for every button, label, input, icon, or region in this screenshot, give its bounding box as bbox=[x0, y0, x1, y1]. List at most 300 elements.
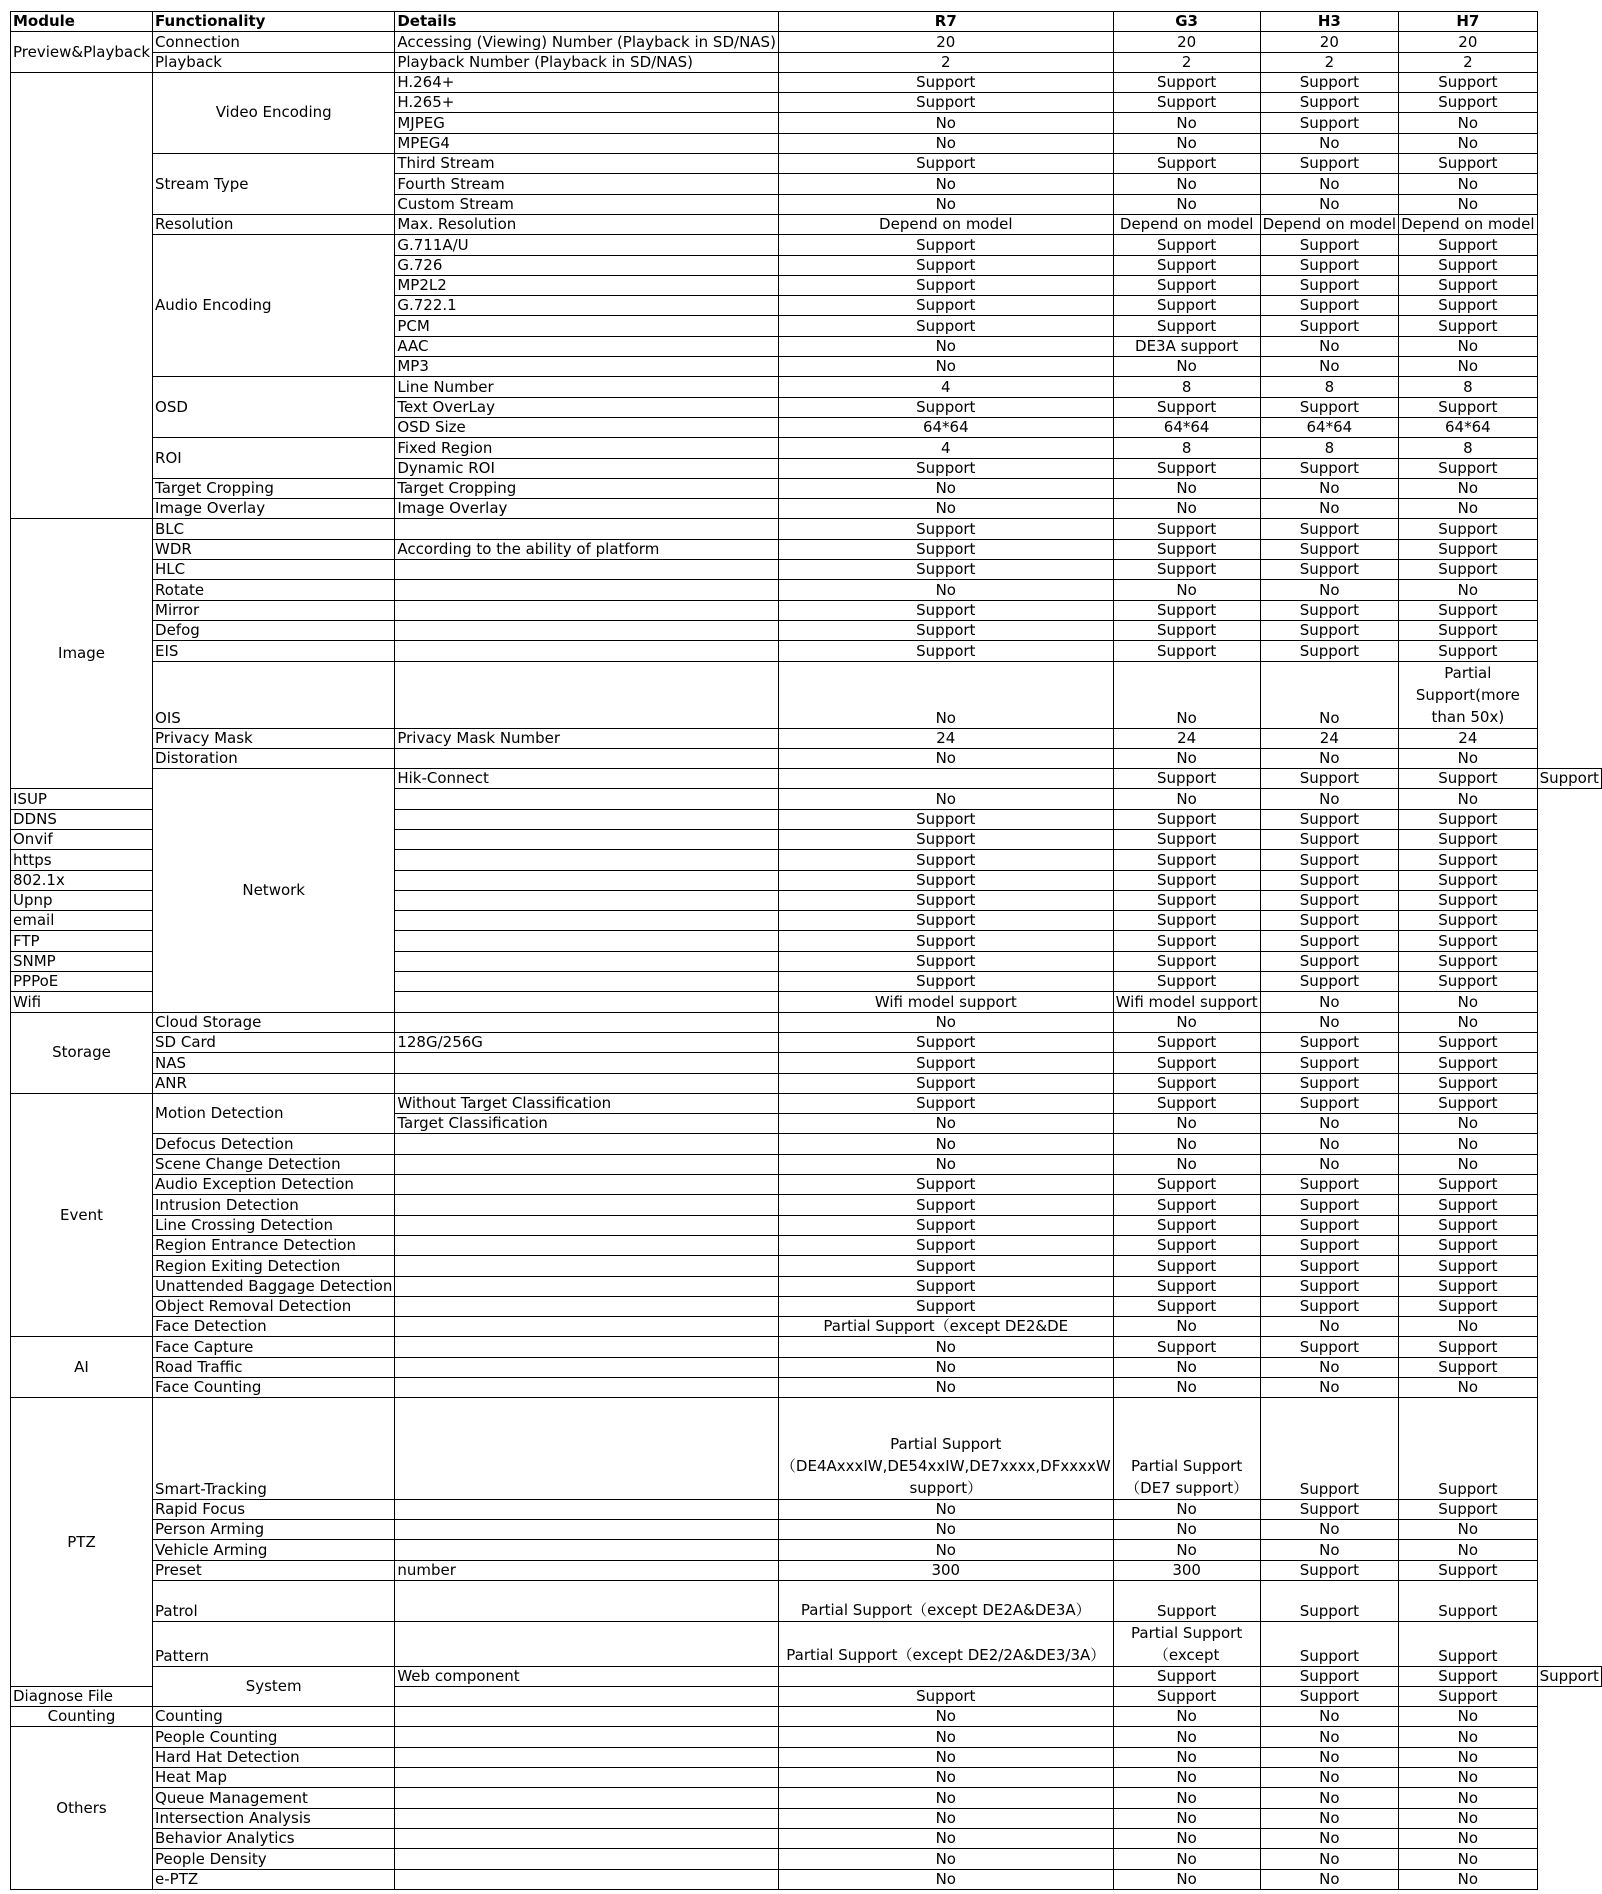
h3-cell: Support bbox=[1260, 316, 1398, 336]
r7-cell: Partial Support（except DE2A&DE3A） bbox=[778, 1580, 1113, 1621]
functionality-cell: ANR bbox=[153, 1073, 395, 1093]
details-cell bbox=[395, 600, 779, 620]
details-cell bbox=[395, 748, 779, 768]
h3-cell: Support bbox=[1260, 255, 1398, 275]
h3-cell: No bbox=[1260, 1378, 1398, 1398]
details-cell bbox=[395, 580, 779, 600]
g3-cell: Support bbox=[1113, 255, 1260, 275]
g3-cell: Support bbox=[1113, 1296, 1260, 1316]
h3-cell: Support bbox=[1260, 911, 1398, 931]
table-row bbox=[11, 52, 1602, 72]
h7-cell: No bbox=[1399, 992, 1537, 1012]
module-cell: Others bbox=[11, 1727, 153, 1889]
header-h3: H3 bbox=[1260, 12, 1398, 32]
functionality-cell: Unattended Baggage Detection bbox=[153, 1276, 395, 1296]
table-row bbox=[11, 1849, 1602, 1869]
h7-cell: No bbox=[1399, 789, 1537, 809]
details-cell bbox=[395, 1276, 779, 1296]
g3-cell: No bbox=[1113, 113, 1260, 133]
g3-cell: Support bbox=[1113, 519, 1260, 539]
details-cell bbox=[395, 1621, 779, 1666]
r7-cell: No bbox=[778, 1337, 1113, 1357]
header-module: Module bbox=[11, 12, 153, 32]
details-cell: Fourth Stream bbox=[395, 174, 779, 194]
functionality-cell: 802.1x bbox=[11, 870, 153, 890]
g3-cell: No bbox=[1113, 1849, 1260, 1869]
g3-cell: Support bbox=[1113, 458, 1260, 478]
functionality-cell: Mirror bbox=[153, 600, 395, 620]
details-cell bbox=[395, 1134, 779, 1154]
details-cell bbox=[395, 1053, 779, 1073]
h3-cell: Support bbox=[1399, 769, 1537, 789]
h7-cell: No bbox=[1399, 1317, 1537, 1337]
r7-cell: No bbox=[778, 499, 1113, 519]
functionality-cell: Object Removal Detection bbox=[153, 1296, 395, 1316]
h3-cell: Support bbox=[1260, 829, 1398, 849]
h7-cell: No bbox=[1399, 357, 1537, 377]
h7-cell: No bbox=[1399, 1154, 1537, 1174]
details-cell bbox=[395, 911, 779, 931]
details-cell bbox=[395, 1540, 779, 1560]
functionality-cell: Face Detection bbox=[153, 1317, 395, 1337]
h3-cell: No bbox=[1260, 478, 1398, 498]
functionality-cell: Diagnose File bbox=[11, 1686, 153, 1706]
functionality-cell: Person Arming bbox=[153, 1520, 395, 1540]
r7-cell: No bbox=[778, 1012, 1113, 1032]
feature-comparison-table bbox=[10, 11, 1602, 1890]
r7-cell: No bbox=[778, 1540, 1113, 1560]
g3-cell: Support bbox=[1113, 1215, 1260, 1235]
r7-cell: Support bbox=[778, 1175, 1113, 1195]
functionality-cell: e-PTZ bbox=[153, 1869, 395, 1889]
g3-cell: No bbox=[1113, 748, 1260, 768]
h3-cell: No bbox=[1260, 1154, 1398, 1174]
h3-cell: Support bbox=[1260, 1073, 1398, 1093]
g3-cell: No bbox=[1113, 789, 1260, 809]
r7-cell: Support bbox=[778, 850, 1113, 870]
table-row bbox=[11, 1317, 1602, 1337]
h7-cell: Support bbox=[1399, 72, 1537, 92]
r7-cell: Support bbox=[778, 641, 1113, 661]
h3-cell: No bbox=[1260, 1808, 1398, 1828]
details-cell bbox=[395, 1808, 779, 1828]
functionality-cell: ISUP bbox=[11, 789, 153, 809]
module-cell bbox=[11, 72, 153, 519]
functionality-cell: Rapid Focus bbox=[153, 1499, 395, 1519]
functionality-cell: Intersection Analysis bbox=[153, 1808, 395, 1828]
table-row bbox=[11, 1215, 1602, 1235]
details-cell: Accessing (Viewing) Number (Playback in SD/NAS) bbox=[395, 32, 779, 52]
details-cell: H.265+ bbox=[395, 93, 779, 113]
functionality-cell: Line Crossing Detection bbox=[153, 1215, 395, 1235]
h3-cell: Support bbox=[1260, 972, 1398, 992]
h7-cell: No bbox=[1399, 580, 1537, 600]
r7-cell: Support bbox=[778, 519, 1113, 539]
g3-cell: Support bbox=[1113, 1580, 1260, 1621]
g3-cell: Support bbox=[1113, 539, 1260, 559]
g3-cell: Support bbox=[1113, 316, 1260, 336]
r7-cell: Support bbox=[778, 1073, 1113, 1093]
h7-cell: No bbox=[1399, 1540, 1537, 1560]
r7-cell: No bbox=[778, 580, 1113, 600]
g3-cell: No bbox=[1113, 194, 1260, 214]
g3-cell: Support bbox=[1113, 1235, 1260, 1255]
r7-cell: Support bbox=[778, 458, 1113, 478]
r7-cell: 64*64 bbox=[778, 417, 1113, 437]
details-cell bbox=[395, 1337, 779, 1357]
g3-cell: Support bbox=[1113, 1053, 1260, 1073]
g3-cell: No bbox=[1113, 1747, 1260, 1767]
table-row bbox=[11, 377, 1602, 397]
table-row bbox=[11, 1788, 1602, 1808]
functionality-cell: Vehicle Arming bbox=[153, 1540, 395, 1560]
table-row bbox=[11, 1073, 1602, 1093]
h3-cell: No bbox=[1260, 1849, 1398, 1869]
module-cell: Preview&Playback bbox=[11, 32, 153, 73]
details-cell bbox=[395, 1073, 779, 1093]
details-cell bbox=[395, 1357, 779, 1377]
details-cell: H.264+ bbox=[395, 72, 779, 92]
g3-cell: Support bbox=[1113, 93, 1260, 113]
g3-cell: Support bbox=[1113, 972, 1260, 992]
h7-cell: No bbox=[1399, 336, 1537, 356]
table-row bbox=[11, 560, 1602, 580]
functionality-cell: email bbox=[11, 911, 153, 931]
h3-cell: Support bbox=[1260, 560, 1398, 580]
table-row bbox=[11, 1499, 1602, 1519]
functionality-cell: Defocus Detection bbox=[153, 1134, 395, 1154]
h3-cell: Support bbox=[1260, 809, 1398, 829]
h7-cell: Support bbox=[1399, 560, 1537, 580]
g3-cell: Support bbox=[1113, 620, 1260, 640]
table-row bbox=[11, 580, 1602, 600]
g3-cell: Support bbox=[1113, 72, 1260, 92]
table-row bbox=[11, 1621, 1602, 1666]
g3-cell: Support bbox=[1113, 809, 1260, 829]
h7-cell: No bbox=[1399, 499, 1537, 519]
details-cell bbox=[395, 620, 779, 640]
table-row bbox=[11, 1032, 1602, 1052]
module-cell: Network bbox=[153, 769, 395, 1013]
functionality-cell: Smart-Tracking bbox=[153, 1398, 395, 1500]
r7-cell: No bbox=[778, 1707, 1113, 1727]
functionality-cell: Target Cropping bbox=[153, 478, 395, 498]
r7-cell: No bbox=[778, 478, 1113, 498]
details-cell: G.726 bbox=[395, 255, 779, 275]
table-row bbox=[11, 769, 1602, 789]
table-row bbox=[11, 1580, 1602, 1621]
h3-cell: No bbox=[1260, 1134, 1398, 1154]
functionality-cell: Connection bbox=[153, 32, 395, 52]
r7-cell: Depend on model bbox=[778, 214, 1113, 234]
table-row bbox=[11, 641, 1602, 661]
h3-cell: No bbox=[1260, 1768, 1398, 1788]
functionality-cell: BLC bbox=[153, 519, 395, 539]
h7-cell: Support bbox=[1399, 931, 1537, 951]
details-cell bbox=[395, 1788, 779, 1808]
h3-cell: No bbox=[1260, 580, 1398, 600]
r7-cell: 4 bbox=[778, 438, 1113, 458]
r7-cell: Support bbox=[778, 600, 1113, 620]
g3-cell: Partial Support （DE7 support） bbox=[1113, 1398, 1260, 1500]
h7-cell: Support bbox=[1399, 1073, 1537, 1093]
functionality-cell: Cloud Storage bbox=[153, 1012, 395, 1032]
g3-cell: 8 bbox=[1113, 438, 1260, 458]
g3-cell: No bbox=[1113, 1520, 1260, 1540]
r7-cell: No bbox=[778, 1747, 1113, 1767]
h7-cell: Support bbox=[1399, 1398, 1537, 1500]
details-cell bbox=[395, 1768, 779, 1788]
g3-cell: No bbox=[1113, 1768, 1260, 1788]
r7-cell: No bbox=[778, 661, 1113, 728]
h7-cell: Support bbox=[1399, 1580, 1537, 1621]
g3-cell: Support bbox=[1113, 1032, 1260, 1052]
h3-cell: No bbox=[1260, 748, 1398, 768]
r7-cell: Support bbox=[778, 1296, 1113, 1316]
details-cell: Without Target Classification bbox=[395, 1093, 779, 1113]
h3-cell: No bbox=[1260, 1828, 1398, 1848]
h3-cell: 8 bbox=[1260, 377, 1398, 397]
table-row bbox=[11, 1296, 1602, 1316]
g3-cell: Support bbox=[1113, 600, 1260, 620]
g3-cell: Support bbox=[1113, 890, 1260, 910]
details-cell bbox=[395, 641, 779, 661]
details-cell bbox=[395, 870, 779, 890]
functionality-cell: Rotate bbox=[153, 580, 395, 600]
h7-cell: No bbox=[1399, 113, 1537, 133]
h3-cell: Support bbox=[1260, 1053, 1398, 1073]
g3-cell: Support bbox=[1113, 397, 1260, 417]
h7-cell: No bbox=[1399, 174, 1537, 194]
module-cell: System bbox=[153, 1666, 395, 1707]
table-row bbox=[11, 1398, 1602, 1500]
functionality-cell: HLC bbox=[153, 560, 395, 580]
g3-cell: No bbox=[1113, 1727, 1260, 1747]
h3-cell: Support bbox=[1260, 1032, 1398, 1052]
h7-cell: Support bbox=[1399, 870, 1537, 890]
g3-cell: Support bbox=[1113, 951, 1260, 971]
table-row bbox=[11, 1727, 1602, 1747]
table-row bbox=[11, 1768, 1602, 1788]
functionality-cell: Web component bbox=[395, 1666, 779, 1686]
details-cell: Max. Resolution bbox=[395, 214, 779, 234]
g3-cell: Support bbox=[1113, 911, 1260, 931]
details-cell bbox=[395, 1012, 779, 1032]
r7-cell: Support bbox=[778, 620, 1113, 640]
details-cell bbox=[395, 829, 779, 849]
r7-cell: No bbox=[778, 1869, 1113, 1889]
h7-cell: Support bbox=[1399, 1499, 1537, 1519]
functionality-cell: Preset bbox=[153, 1560, 395, 1580]
h7-cell: No bbox=[1399, 194, 1537, 214]
module-cell: Image bbox=[11, 519, 153, 789]
details-cell bbox=[395, 789, 779, 809]
h7-cell: No bbox=[1399, 1707, 1537, 1727]
r7-cell: 20 bbox=[778, 32, 1113, 52]
h7-cell: Support bbox=[1399, 911, 1537, 931]
h3-cell: Support bbox=[1260, 1195, 1398, 1215]
h7-cell: Support bbox=[1537, 769, 1601, 789]
r7-cell: Support bbox=[778, 1235, 1113, 1255]
details-cell: MP2L2 bbox=[395, 275, 779, 295]
table-row bbox=[11, 1053, 1602, 1073]
g3-cell: Support bbox=[1113, 275, 1260, 295]
h7-cell: Support bbox=[1399, 1235, 1537, 1255]
details-cell: number bbox=[395, 1560, 779, 1580]
g3-cell: Support bbox=[1113, 1256, 1260, 1276]
h7-cell: 20 bbox=[1399, 32, 1537, 52]
functionality-cell: Intrusion Detection bbox=[153, 1195, 395, 1215]
h3-cell: Support bbox=[1260, 1296, 1398, 1316]
details-cell bbox=[395, 1849, 779, 1869]
details-cell bbox=[395, 1828, 779, 1848]
h3-cell: 2 bbox=[1260, 52, 1398, 72]
details-cell: MP3 bbox=[395, 357, 779, 377]
h3-cell: No bbox=[1260, 1727, 1398, 1747]
r7-cell: 24 bbox=[778, 728, 1113, 748]
functionality-cell: Counting bbox=[153, 1707, 395, 1727]
g3-cell: Support bbox=[1113, 1093, 1260, 1113]
g3-cell: Support bbox=[1113, 850, 1260, 870]
h7-cell: Support bbox=[1399, 1093, 1537, 1113]
r7-cell: Support bbox=[778, 255, 1113, 275]
r7-cell: No bbox=[778, 748, 1113, 768]
h7-cell: 8 bbox=[1399, 377, 1537, 397]
functionality-cell: Motion Detection bbox=[153, 1093, 395, 1134]
g3-cell: No bbox=[1113, 1114, 1260, 1134]
h7-cell: 8 bbox=[1399, 438, 1537, 458]
details-cell bbox=[395, 951, 779, 971]
r7-cell: Partial Support（DE4AxxxIW,DE54xxIW,DE7xxxx,DFxxxxW support） bbox=[778, 1398, 1113, 1500]
g3-cell: Support bbox=[1113, 235, 1260, 255]
table-row bbox=[11, 519, 1602, 539]
table-row bbox=[11, 1012, 1602, 1032]
r7-cell: No bbox=[778, 1808, 1113, 1828]
table-row bbox=[11, 1520, 1602, 1540]
h3-cell: No bbox=[1260, 133, 1398, 153]
table-row bbox=[11, 235, 1602, 255]
h3-cell: Support bbox=[1260, 113, 1398, 133]
h3-cell: Support bbox=[1260, 620, 1398, 640]
h7-cell: Support bbox=[1399, 890, 1537, 910]
r7-cell: No bbox=[778, 174, 1113, 194]
g3-cell: No bbox=[1113, 580, 1260, 600]
g3-cell: No bbox=[1113, 1357, 1260, 1377]
module-cell: Storage bbox=[11, 1012, 153, 1093]
h7-cell: Support bbox=[1399, 1175, 1537, 1195]
h7-cell: Support bbox=[1399, 620, 1537, 640]
r7-cell: Support bbox=[778, 1053, 1113, 1073]
table-row bbox=[11, 539, 1602, 559]
r7-cell: Support bbox=[778, 72, 1113, 92]
details-cell: 128G/256G bbox=[395, 1032, 779, 1052]
h3-cell: No bbox=[1260, 789, 1398, 809]
h3-cell: No bbox=[1260, 336, 1398, 356]
table-row bbox=[11, 1175, 1602, 1195]
r7-cell: No bbox=[778, 357, 1113, 377]
g3-cell: Support bbox=[1113, 931, 1260, 951]
r7-cell: No bbox=[778, 1828, 1113, 1848]
h3-cell: No bbox=[1260, 1317, 1398, 1337]
details-cell bbox=[395, 1175, 779, 1195]
h7-cell: No bbox=[1399, 1012, 1537, 1032]
details-cell: Text OverLay bbox=[395, 397, 779, 417]
details-cell bbox=[395, 1378, 779, 1398]
r7-cell: Support bbox=[778, 1256, 1113, 1276]
details-cell bbox=[395, 560, 779, 580]
details-cell: Target Classification bbox=[395, 1114, 779, 1134]
h3-cell: No bbox=[1260, 1114, 1398, 1134]
g3-cell: Support bbox=[1113, 296, 1260, 316]
g3-cell: Support bbox=[1113, 1195, 1260, 1215]
h3-cell: Support bbox=[1260, 870, 1398, 890]
r7-cell: Support bbox=[778, 539, 1113, 559]
module-cell: Event bbox=[11, 1093, 153, 1337]
h7-cell: No bbox=[1399, 478, 1537, 498]
r7-cell: No bbox=[778, 1788, 1113, 1808]
r7-cell: Support bbox=[778, 1215, 1113, 1235]
r7-cell: Support bbox=[778, 1195, 1113, 1215]
details-cell bbox=[395, 1398, 779, 1500]
functionality-cell: PPPoE bbox=[11, 972, 153, 992]
h3-cell: Support bbox=[1260, 1215, 1398, 1235]
h7-cell: Support bbox=[1399, 93, 1537, 113]
table-row bbox=[11, 1195, 1602, 1215]
h3-cell: No bbox=[1260, 1357, 1398, 1377]
h7-cell: No bbox=[1399, 1114, 1537, 1134]
module-cell: PTZ bbox=[11, 1398, 153, 1687]
h3-cell: Support bbox=[1260, 1398, 1398, 1500]
functionality-cell: Video Encoding bbox=[153, 72, 395, 153]
h7-cell: 64*64 bbox=[1399, 417, 1537, 437]
header-details: Details bbox=[395, 12, 779, 32]
r7-cell: Support bbox=[778, 931, 1113, 951]
header-r7: R7 bbox=[778, 12, 1113, 32]
details-cell: Custom Stream bbox=[395, 194, 779, 214]
h3-cell: No bbox=[1260, 1520, 1398, 1540]
details-cell: According to the ability of platform bbox=[395, 539, 779, 559]
r7-cell: Partial Support（except DE2/2A&DE3/3A） bbox=[778, 1621, 1113, 1666]
details-cell: PCM bbox=[395, 316, 779, 336]
functionality-cell: Defog bbox=[153, 620, 395, 640]
details-cell bbox=[395, 850, 779, 870]
g3-cell: Support bbox=[1113, 154, 1260, 174]
h7-cell: Support bbox=[1399, 972, 1537, 992]
h3-cell: No bbox=[1260, 992, 1398, 1012]
details-cell bbox=[395, 1317, 779, 1337]
h3-cell: 64*64 bbox=[1260, 417, 1398, 437]
h7-cell: Support bbox=[1399, 951, 1537, 971]
table-row bbox=[11, 1828, 1602, 1848]
details-cell: G.711A/U bbox=[395, 235, 779, 255]
r7-cell: Support bbox=[1113, 769, 1260, 789]
functionality-cell: Stream Type bbox=[153, 154, 395, 215]
r7-cell: Support bbox=[778, 1032, 1113, 1052]
r7-cell: No bbox=[778, 1727, 1113, 1747]
table-row bbox=[11, 32, 1602, 52]
functionality-cell: Resolution bbox=[153, 214, 395, 234]
table-row bbox=[11, 72, 1602, 92]
h3-cell: Support bbox=[1260, 93, 1398, 113]
functionality-cell: Scene Change Detection bbox=[153, 1154, 395, 1174]
g3-cell: 24 bbox=[1113, 728, 1260, 748]
table-row bbox=[11, 1808, 1602, 1828]
h3-cell: No bbox=[1260, 1707, 1398, 1727]
functionality-cell: Face Counting bbox=[153, 1378, 395, 1398]
g3-cell: No bbox=[1113, 1378, 1260, 1398]
g3-cell: No bbox=[1113, 133, 1260, 153]
table-row bbox=[11, 661, 1602, 728]
